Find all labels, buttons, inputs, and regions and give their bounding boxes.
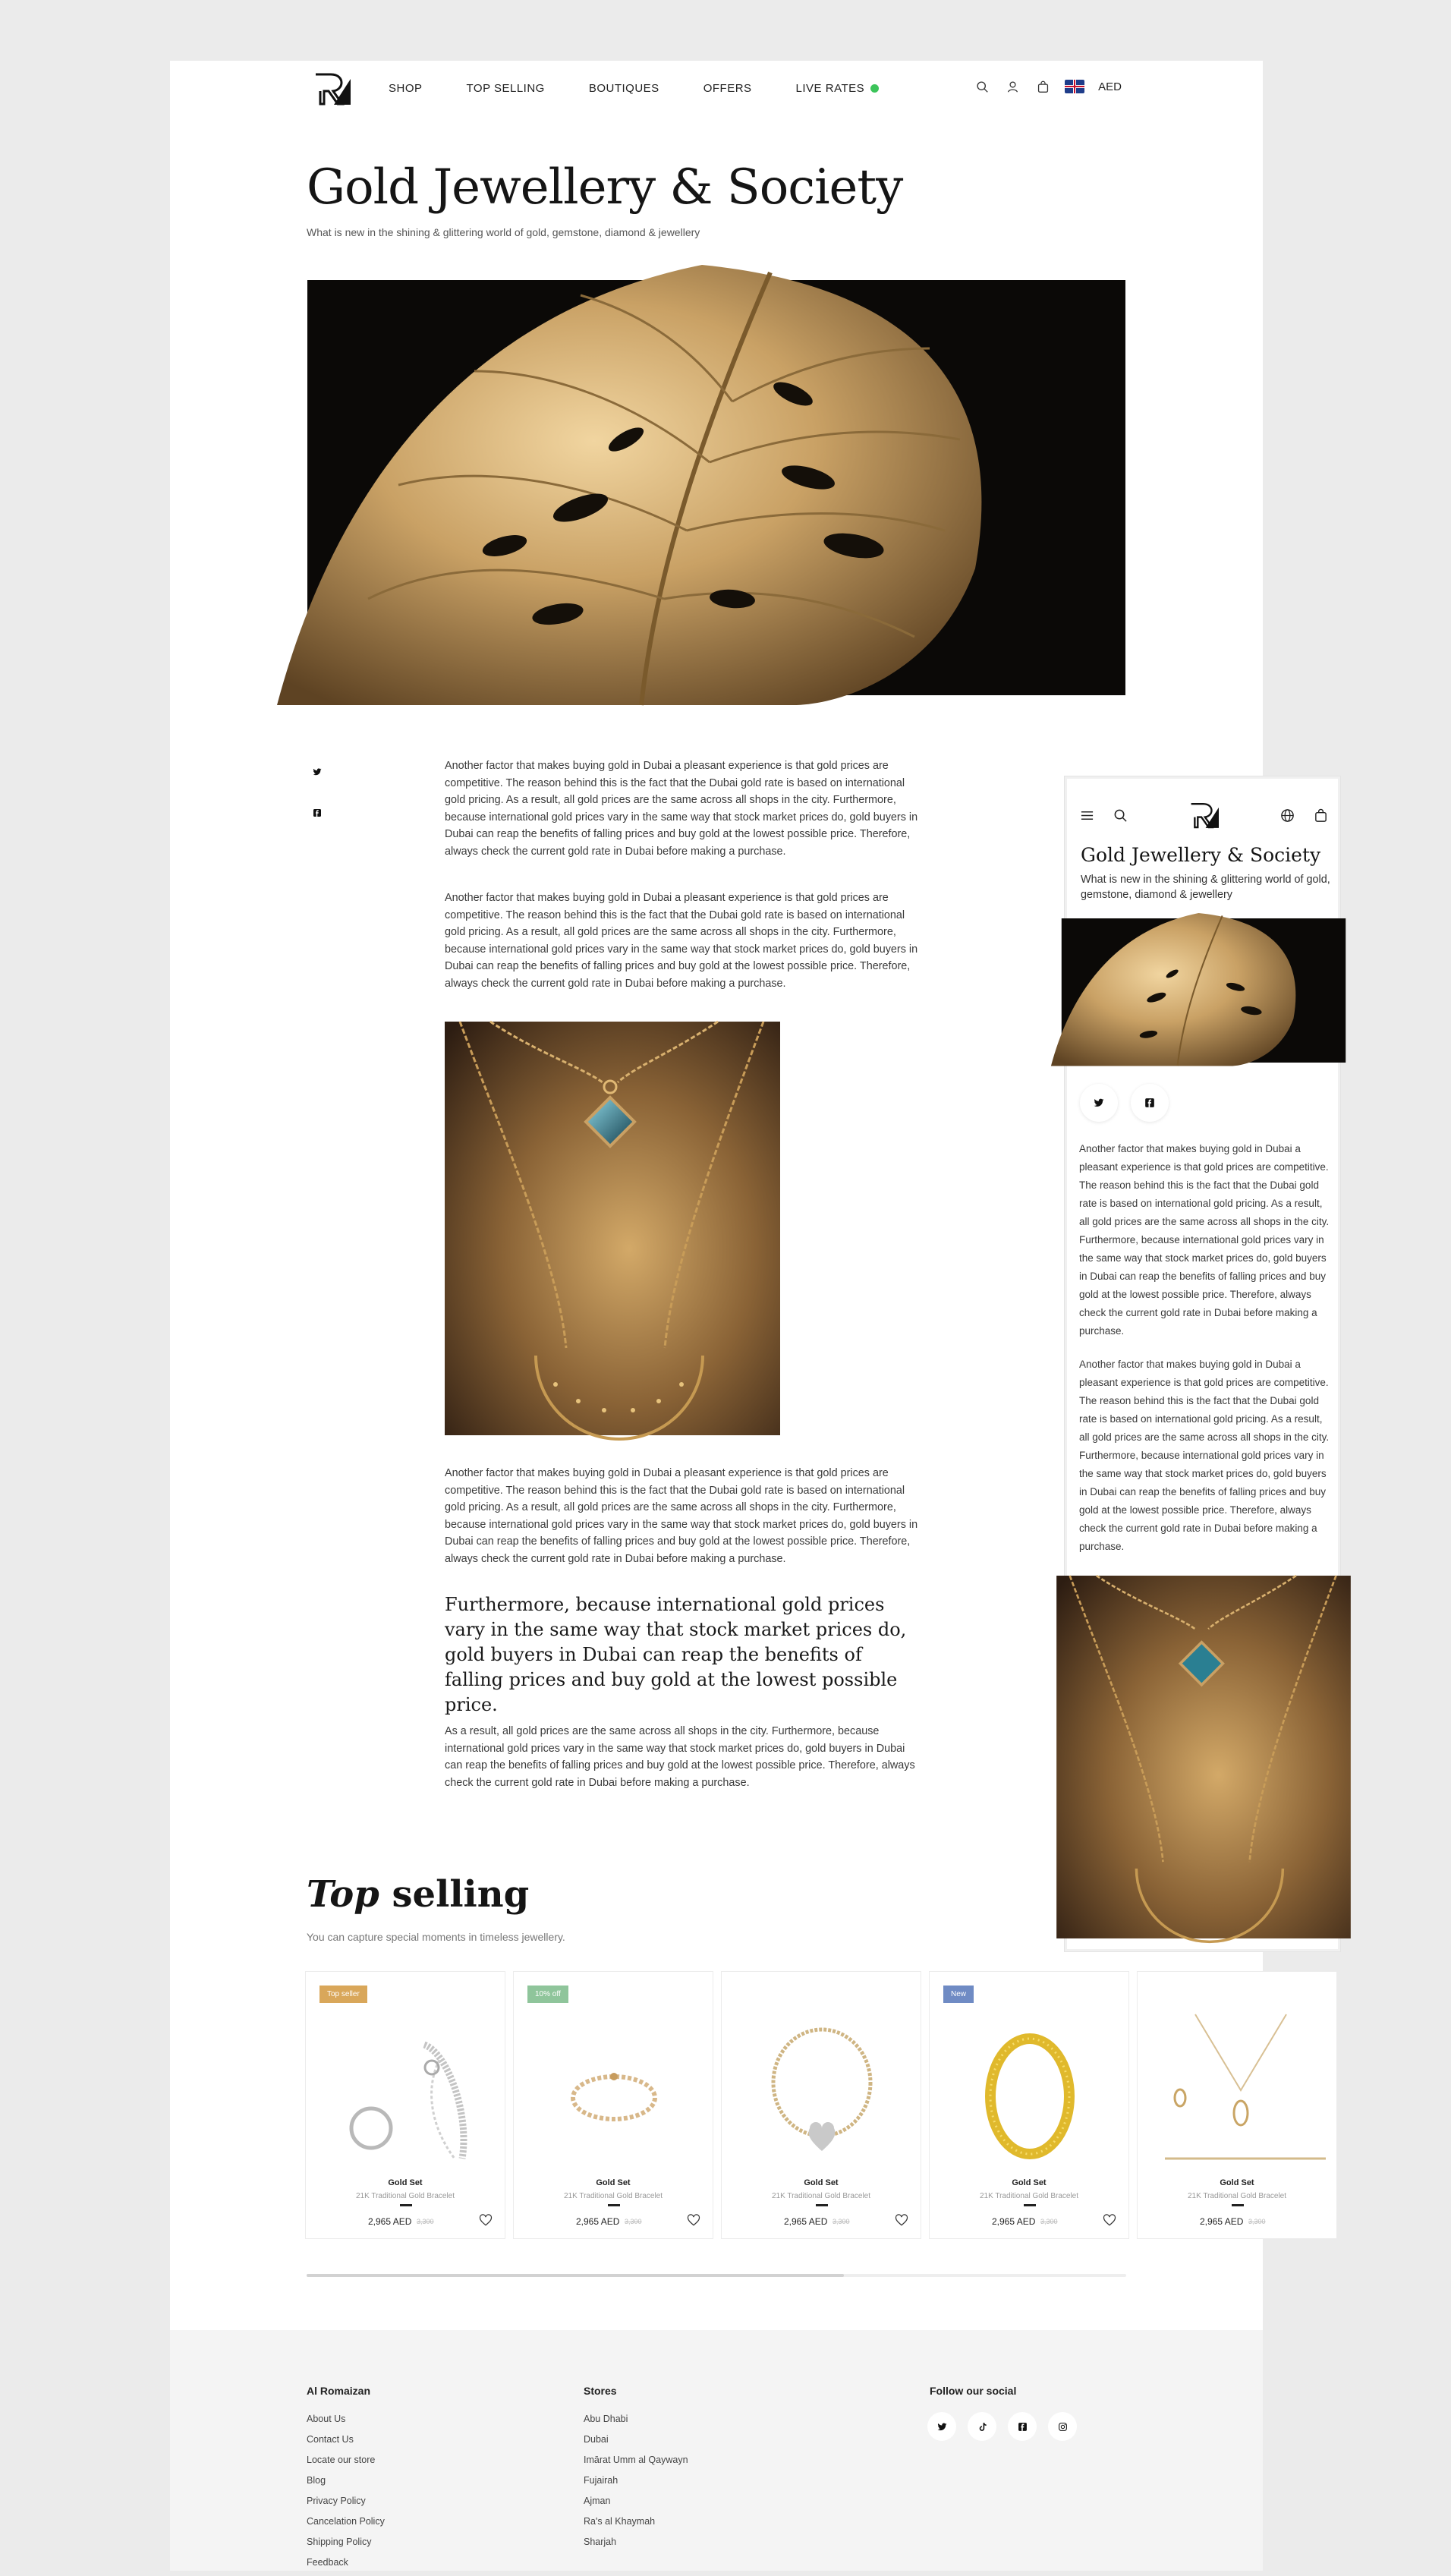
brand-logo[interactable] <box>311 71 354 108</box>
footer-link[interactable]: Ra's al Khaymah <box>584 2516 656 2527</box>
footer-link[interactable]: Contact Us <box>307 2434 354 2445</box>
product-price: 2,965 AED <box>576 2216 620 2227</box>
product-carousel[interactable] <box>305 1971 1287 2242</box>
product-name: Gold Set <box>1220 2178 1254 2187</box>
gold-bangle-image <box>942 2007 1118 2174</box>
divider <box>400 2204 412 2206</box>
top-selling-subtitle: You can capture special moments in timeless jewellery. <box>307 1931 565 1943</box>
social-facebook-button[interactable] <box>1008 2412 1037 2441</box>
top-selling-title-italic: Top <box>307 1873 379 1916</box>
currency-selector[interactable]: AED <box>1098 80 1122 93</box>
article-title: Gold Jewellery & Society <box>307 159 903 216</box>
hero-image-gold-leaf <box>307 280 1125 695</box>
product-old-price: 3,300 <box>1248 2218 1266 2225</box>
nav-offers[interactable]: OFFERS <box>703 82 752 95</box>
carousel-scrollbar[interactable] <box>307 2274 1126 2277</box>
social-tiktok-button[interactable] <box>968 2412 996 2441</box>
nav-top-selling[interactable]: TOP SELLING <box>466 82 545 95</box>
product-price: 2,965 AED <box>992 2216 1036 2227</box>
product-old-price: 3,300 <box>417 2218 434 2225</box>
mobile-hero-image-gold-leaf <box>1079 918 1328 1063</box>
footer-link[interactable]: Ajman <box>584 2496 611 2506</box>
twitter-icon <box>313 767 322 776</box>
product-old-price: 3,300 <box>833 2218 850 2225</box>
header-actions <box>974 78 1122 95</box>
footer-link[interactable]: About Us <box>307 2414 346 2424</box>
product-name: Gold Set <box>388 2178 423 2187</box>
article-paragraph: Another factor that makes buying gold in Dubai a pleasant experience is that gold prices are competitive. The reason behind this is the fact that the Dubai gold rate is based on international gold pricing. As a result, all gold prices are the same across all shops in the city. Furthermore, because international gold prices vary in the same way that stock market prices do, gold buyers in Dubai can reap the benefits of falling prices and buy gold at the lowest possible price. Therefore, always check the current gold rate in Dubai before making a purchase. <box>445 892 918 990</box>
divider <box>1232 2204 1244 2206</box>
article-pull-quote: Furthermore, because international gold prices vary in the same way that stock market prices do, gold buyers in Dubai can reap the benefits of falling prices and buy gold at the lowest possible price. <box>445 1594 907 1715</box>
article-paragraph: Another factor that makes buying gold in Dubai a pleasant experience is that gold prices are competitive. The reason behind this is the fact that the Dubai gold rate is based on international gold pricing. As a result, all gold prices are the same across all shops in the city. Furthermore, because international gold prices vary in the same way that stock market prices do, gold buyers in Dubai can reap the benefits of falling prices and buy gold at the lowest possible price. Therefore, always check the current gold rate in Dubai before making a purchase. <box>445 760 918 858</box>
mobile-article-paragraph: Another factor that makes buying gold in Dubai a pleasant experience is that gold prices are competitive. The reason behind this is the fact that the Dubai gold rate is based on international gold pricing. As a result, all gold prices are the same across all shops in the city. Furthermore, because international gold prices vary in the same way that stock market prices do, gold buyers in Dubai can reap the benefits of falling prices and buy gold at the lowest possible price. Therefore, always check the current gold rate in Dubai before making a purchase. <box>1079 1359 1330 1552</box>
product-card[interactable] <box>929 1971 1129 2239</box>
heart-icon[interactable] <box>687 2213 700 2227</box>
footer-store-links <box>584 2412 688 2556</box>
footer-social-title: Follow our social <box>930 2385 1017 2397</box>
product-description: 21K Traditional Gold Bracelet <box>1187 2192 1287 2200</box>
gold-set-image <box>1150 2007 1326 2174</box>
product-card[interactable] <box>513 1971 713 2239</box>
product-card[interactable] <box>721 1971 921 2239</box>
footer-link[interactable]: Dubai <box>584 2434 609 2445</box>
pendant-necklace-image <box>445 1022 780 1435</box>
menu-icon[interactable] <box>1078 806 1096 824</box>
footer-company-links <box>307 2412 385 2576</box>
social-twitter-button[interactable] <box>927 2412 956 2441</box>
gold-bracelet-image <box>526 2007 702 2174</box>
article-subtitle: What is new in the shining & glittering world of gold, gemstone, diamond & jewellery <box>307 226 700 238</box>
divider <box>1024 2204 1036 2206</box>
footer-link[interactable]: Cancelation Policy <box>307 2516 385 2527</box>
footer-link[interactable]: Fujairah <box>584 2475 618 2486</box>
mobile-pendant-necklace-image <box>1079 1576 1328 1938</box>
product-name: Gold Set <box>596 2178 631 2187</box>
mobile-article-title: Gold Jewellery & Society <box>1081 844 1321 866</box>
heart-charm-bracelet-image <box>734 2007 910 2174</box>
uk-flag-icon[interactable] <box>1065 80 1084 93</box>
product-old-price: 3,300 <box>1040 2218 1058 2225</box>
product-description: 21K Traditional Gold Bracelet <box>979 2192 1079 2200</box>
heart-icon[interactable] <box>895 2213 908 2227</box>
footer-brand-title: Al Romaizan <box>307 2385 371 2397</box>
footer-link[interactable]: Locate our store <box>307 2455 376 2465</box>
footer-link[interactable]: Imārat Umm al Qaywayn <box>584 2455 688 2465</box>
product-price: 2,965 AED <box>784 2216 828 2227</box>
divider <box>608 2204 620 2206</box>
product-badge: Top seller <box>319 1986 367 2003</box>
search-icon[interactable] <box>974 78 990 95</box>
live-status-dot <box>870 84 879 93</box>
mobile-preview <box>1065 776 1340 1951</box>
product-name: Gold Set <box>1012 2178 1047 2187</box>
product-description: 21K Traditional Gold Bracelet <box>563 2192 663 2200</box>
product-badge: 10% off <box>527 1986 568 2003</box>
top-selling-title-rest: selling <box>392 1873 530 1916</box>
article-paragraph: Another factor that makes buying gold in Dubai a pleasant experience is that gold prices are competitive. The reason behind this is the fact that the Dubai gold rate is based on international gold pricing. As a result, all gold prices are the same across all shops in the city. Furthermore, because international gold prices vary in the same way that stock market prices do, gold buyers in Dubai can reap the benefits of falling prices and buy gold at the lowest possible price. Therefore, always check the current gold rate in Dubai before making a purchase. <box>445 1467 918 1565</box>
footer-stores-title: Stores <box>584 2385 617 2397</box>
product-old-price: 3,300 <box>625 2218 642 2225</box>
mobile-article-subtitle: What is new in the shining & glittering world of gold, gemstone, diamond & jewellery <box>1081 874 1330 901</box>
nav-live-rates-label: LIVE RATES <box>795 82 865 95</box>
share-facebook-button[interactable] <box>305 801 329 825</box>
carousel-scroll-thumb[interactable] <box>307 2274 844 2277</box>
cart-icon[interactable] <box>1311 806 1330 824</box>
facebook-icon <box>1018 2422 1028 2432</box>
mobile-share-twitter-button[interactable] <box>1080 1084 1118 1122</box>
product-price: 2,965 AED <box>1200 2216 1244 2227</box>
top-selling-title <box>307 1873 529 1916</box>
footer-link[interactable]: Abu Dhabi <box>584 2414 628 2424</box>
nav-live-rates[interactable] <box>796 82 880 95</box>
tiktok-icon <box>977 2422 987 2432</box>
footer-link[interactable]: Sharjah <box>584 2537 617 2547</box>
divider <box>816 2204 828 2206</box>
article-paragraph: As a result, all gold prices are the same across all shops in the city. Furthermore, because international gold prices vary in the same way that stock market prices do, gold buyers in Dubai can reap the benefits of falling prices and buy gold at the lowest possible price. Therefore, always check the current gold rate in Dubai before making a purchase. <box>445 1725 915 1789</box>
product-price: 2,965 AED <box>368 2216 412 2227</box>
mobile-share-facebook-button[interactable] <box>1131 1084 1169 1122</box>
share-twitter-button[interactable] <box>305 760 329 784</box>
twitter-icon <box>937 2422 947 2432</box>
globe-icon[interactable] <box>1278 806 1296 824</box>
silver-bracelet-image <box>318 2007 494 2174</box>
site-footer <box>170 2330 1263 2571</box>
footer-link[interactable]: Shipping Policy <box>307 2537 372 2547</box>
heart-icon[interactable] <box>479 2213 493 2227</box>
cart-icon[interactable] <box>1034 78 1051 95</box>
product-card[interactable] <box>1137 1971 1337 2239</box>
social-instagram-button[interactable] <box>1048 2412 1077 2441</box>
twitter-icon <box>1094 1097 1104 1108</box>
footer-link[interactable]: Privacy Policy <box>307 2496 366 2506</box>
brand-logo[interactable] <box>1187 801 1222 830</box>
product-description: 21K Traditional Gold Bracelet <box>355 2192 455 2200</box>
footer-link[interactable]: Blog <box>307 2475 326 2486</box>
nav-boutiques[interactable]: BOUTIQUES <box>588 82 659 95</box>
main-nav <box>389 82 923 95</box>
product-description: 21K Traditional Gold Bracelet <box>771 2192 871 2200</box>
mobile-article-paragraph: Another factor that makes buying gold in Dubai a pleasant experience is that gold prices are competitive. The reason behind this is the fact that the Dubai gold rate is based on international gold pricing. As a result, all gold prices are the same across all shops in the city. Furthermore, because international gold prices vary in the same way that stock market prices do, gold buyers in Dubai can reap the benefits of falling prices and buy gold at the lowest possible price. Therefore, always check the current gold rate in Dubai before making a purchase. <box>1079 1143 1330 1337</box>
heart-icon[interactable] <box>1103 2213 1116 2227</box>
footer-link[interactable]: Feedback <box>307 2557 348 2568</box>
product-badge: New <box>943 1986 974 2003</box>
product-card[interactable] <box>305 1971 505 2239</box>
search-icon[interactable] <box>1111 806 1129 824</box>
user-icon[interactable] <box>1004 78 1021 95</box>
product-name: Gold Set <box>804 2178 839 2187</box>
facebook-icon <box>1144 1097 1155 1108</box>
facebook-icon <box>313 808 322 817</box>
instagram-icon <box>1058 2422 1068 2432</box>
nav-shop[interactable]: SHOP <box>389 82 423 95</box>
